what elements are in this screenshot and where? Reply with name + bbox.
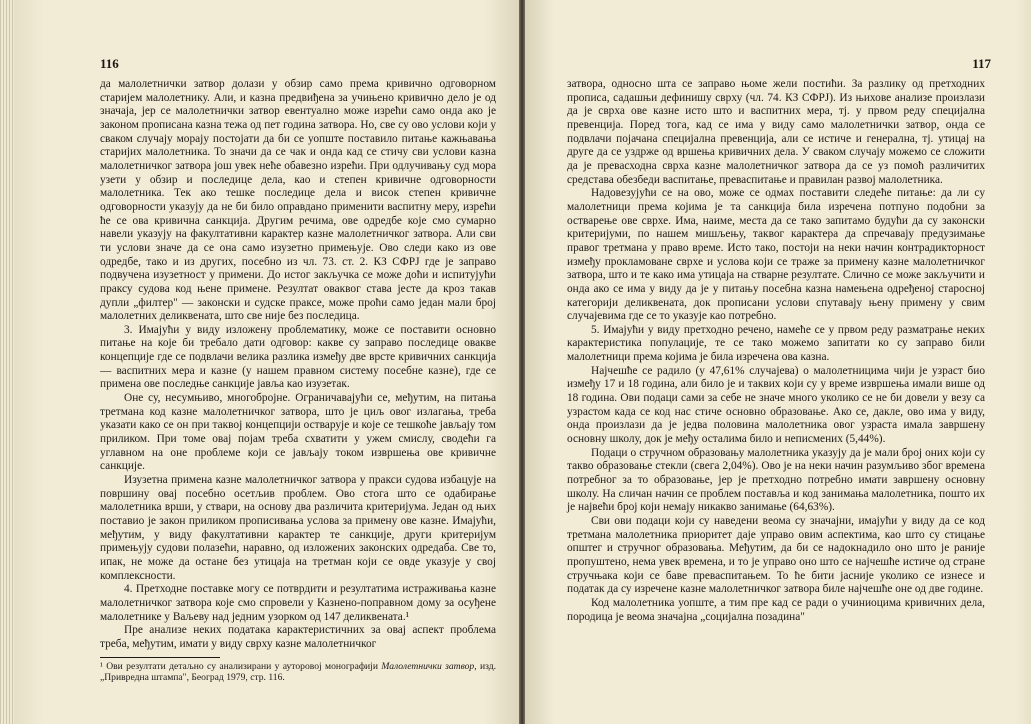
body-text [100, 78, 496, 683]
body-text [567, 78, 985, 624]
right-page [525, 0, 1031, 724]
paragraph: Код малолетника уопште, а тим пре кад се ради о учиниоцима кривичних дела, породица је веома значајна „социјална позадина" [567, 596, 985, 623]
footnote-title: Малолетнички затвор [381, 660, 475, 672]
footnote-prefix: ¹ Ови резултати детаљно су анализирани у ауторовој монографији [100, 660, 382, 672]
paragraph: Најчешће се радило (у 47,61% случајева) о малолетницима чији је узраст био између 17 и 18 година, али било је и таквих који су у време извршења имали више од 18 година. Ови подаци сами за себе не значе много уколико се не би довели у везу са узрастом када се код нас стиче основно образовање. Ако се, дакле, ово има у виду, онда произлази да је једва половина малолетника овог узраста имала завршену основну школу, док је међу осталима било и неписмених (5,44%). [567, 364, 985, 446]
footnote [100, 661, 496, 684]
page-edges [0, 0, 14, 724]
paragraph: Надовезујући се на ово, може се одмах поставити следеће питање: да ли су малолетници према којима је та санкција била изречена потпуно подобни за остварење ове сврхе. Има, наиме, места да се тако запитамо будући да су законски критеријуми, по нашем мишљењу, таквог карактера да спречавају предузимање правог третмана у право време. Исто тако, постоји на неки начин контрадикторност између прокламоване сврхе и услова који се траже за примену казне малолетничког затвора, што и те како има утицаја на стварне резултате. Слично се може закључити и онда ако се има у виду да је у питању посебна казна намењена одређеној старосној категорији деликвената, док прописани услови спутавају њену примену у свим случајевима где се то указује као потребно. [567, 187, 985, 323]
left-page [14, 0, 519, 724]
paragraph: 5. Имајући у виду претходно речено, намеће се у првом реду разматрање неких карактеристика популације, те се тако можемо запитати ко су заправо били малолетници према којима је била изречена ова казна. [567, 323, 985, 364]
paragraph: Сви ови подаци који су наведени веома су значајни, имајући у виду да се код третмана малолетника приоритет даје управо овим аспектима, као што су стицање општег и стручног образовања. Међутим, да би се надокнадило оно што је раније пропуштено, нема увек времена, и то је управо оно што се најчешће истиче од стране стручњака који се баве превасп​итањем. То ће бити јасније уколико се изнесе и податак да су изречене казне малолетничког затвора биле најчешће оне од две године. [567, 515, 985, 596]
footnote-suffix: , изд. „Привредна штампа", Београд 1979, стр. 116. [100, 660, 496, 683]
paragraph: затвора, односно шта се заправо њоме жели постићи. За разлику од претходних прописа, садашњи дефинишу сврху (чл. 74. КЗ СФРЈ). Из њихове анализе произлази да је сврха ове казне исто што и васпитних мера, тј. у првом реду специјална превенција. Поред тога, кад се има у виду само малолетнички затвор, онда се подвлачи појачана специјална превенција, али се истиче и генерална, тј. утицај на друге да се уздрже од вршења кривичних дела. У сваком случају можемо се сложити да је превасходна сврха казне малолетничког затвора да се уз помоћ различитих средстава обезбеди васпитање, преваспитање и правилан развој малолетника. [567, 78, 985, 186]
paragraph: Подаци о стручном образовању малолетника указују да је мали број оних који су такво образовање стекли (свега 2,04%). Ово је на неки начин разумљиво због времена потребног за то образовање, јер је претходно потребно имати завршену основну школу. На сличан начин се проблем поставља и код занимања малолетника, пошто их је највећи број који немају никакво занимање (64,63%). [567, 446, 985, 514]
paragraph: 4. Претходне поставке могу се потврдити и резултатима истраживања казне малолетничког затвора које смо спровели у Казнено-поправном дому за осуђене малолетнике у Ваљеву над једним узорком од 147 деликвената.¹ [100, 583, 496, 623]
paragraph: Оне су, несумњиво, многобројне. Ограничавајући се, међутим, на питања третмана код казне малолетничког затвора, што је циљ овог излагања, треба указати како се он при таквој концепцији остварује и које се тешкоће јављају том приликом. При томе овај појам треба схватити у ужем смислу, сводећи га углавном на оне проблеме који се јављају током извршења ове кривичне санкције. [100, 392, 496, 473]
footnote-rule [100, 657, 220, 658]
paragraph: Пре анализе неких података карактеристичних за овај аспект проблема треба, међутим, имати у виду сврху казне малолетничког [100, 624, 496, 650]
page-number: 116 [100, 56, 119, 71]
paragraph: да малолетнички затвор долази у обзир само према кривично одговорном старијем малолетнику. Али, и казна предвиђена за учињено кривично дело је од значаја, јер се малолетнички затвор евентуално може изрећи само онда ако је законом прописана казна тежа од пет година затвора. Но, све су ово услови који у сваком случају морају постојати да би се уопште поставило питање кажњавања старијих малолетника. То значи да се чак и онда кад се стичу сви услови казна малолетничког затвора још увек неће обавезно изрећи. При одлучивању суд мора узети у обзир и последице дела, као и степен кривичне одговорности малолетника. Тек ако тешке последице дела и висок степен кривичне одговорности указују да не би било оправдано применити васпитну меру, изрећи ће се ова кривична санкција. Другим речима, ове одредбе које смо сумарно навели указују на факултативни карактер казне малолетничког затвора. Али сви ти услови значе да се она само изузетно примењује. Ово следи како из ове одредбе, тако и из других, посебно из чл. 73. ст. 2. КЗ СФРЈ где је заправо подвучена изузетност у примени. До истог закључка се може доћи и испитујући праксу судова код њене примене. Резултат оваквог става јесте да кроз такав дупли „филтер" — законски и судске праксе, може проћи само један мали број малолетних деликвената, што све није без последица. [100, 78, 496, 323]
paragraph: 3. Имајући у виду изложену проблематику, може се поставити основно питање на које би требало дати одговор: какве су заправо последице овакве концепције где се подвлачи велика разлика између две врсте кривичних санкција — васпитних мера и казне (у нашем правном систему посебне казне), где се примена ове последње санкције јавља као изузетак. [100, 323, 496, 391]
page-number: 117 [972, 56, 991, 71]
paragraph: Изузетна примена казне малолетничког затвора у пракси судова избацује на површину овај посебно осетљив проблем. Ово стога што се одабирање малолетника врши, у ствари, на основу два различита критеријума. Један од њих поставио је закон приликом прописивања услова за примену ове казне. Имајући, међутим, у виду факултативни карактер те санкције, други критеријум примењују судови полазећи, наравно, од изложених законских одредаба. Све то, ипак, не може да остане без утицаја на третман који се овде указује у свој комплексности. [100, 474, 496, 582]
